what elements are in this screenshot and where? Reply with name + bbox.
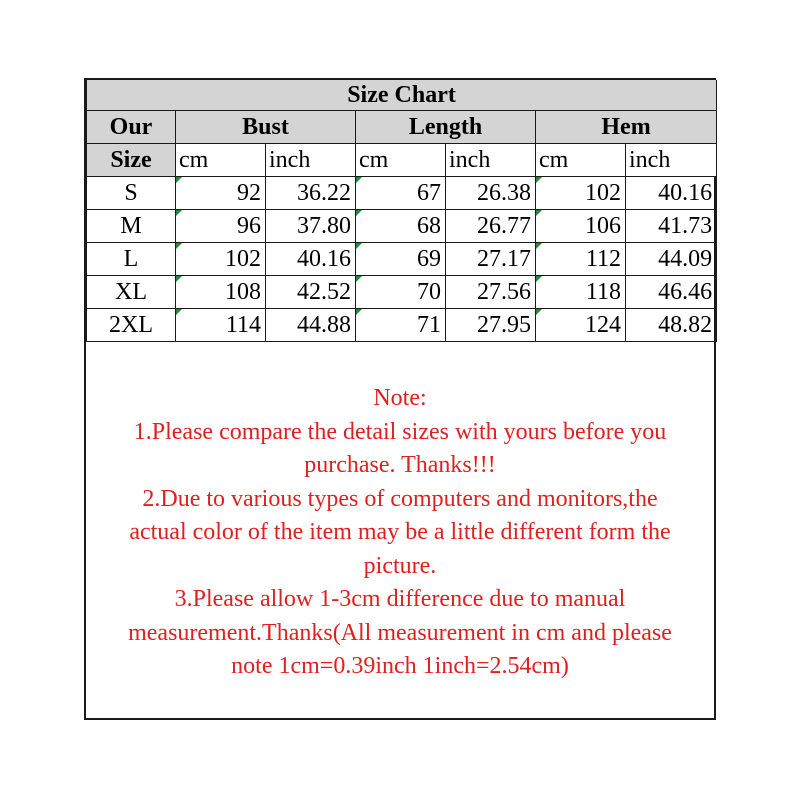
note-line: measurement.Thanks(All measurement in cm and please: [128, 619, 672, 646]
table-cell: 71: [356, 309, 446, 342]
table-row: [87, 276, 717, 309]
unit-header-row: [87, 144, 717, 177]
unit-length-inch: inch: [446, 144, 536, 177]
size-chart: [84, 78, 716, 720]
table-cell: 36.22: [266, 177, 356, 210]
table-cell: 26.38: [446, 177, 536, 210]
size-rows: [87, 177, 717, 342]
note-heading: Note:: [373, 385, 427, 411]
note-line: purchase. Thanks!!!: [304, 452, 496, 478]
table-row: [87, 309, 717, 342]
table-cell: 27.56: [446, 276, 536, 309]
size-label-cell: 2XL: [87, 309, 176, 342]
table-cell: 37.80: [266, 210, 356, 243]
unit-length-cm: cm: [356, 144, 446, 177]
table-cell: 27.95: [446, 309, 536, 342]
note-line: 1.Please compare the detail sizes with yours before you: [133, 418, 667, 445]
table-cell: 44.09: [626, 243, 717, 276]
table-row: [87, 210, 717, 243]
size-label-cell: XL: [87, 276, 176, 309]
unit-bust-inch: inch: [266, 144, 356, 177]
group-header-length: Length: [356, 111, 536, 144]
table-cell: 27.17: [446, 243, 536, 276]
note-line: 2.Due to various types of computers and monitors,the: [142, 485, 658, 512]
unit-hem-inch: inch: [626, 144, 717, 177]
table-cell: 70: [356, 276, 446, 309]
table-cell: 108: [176, 276, 266, 309]
chart-title: Size Chart: [87, 80, 717, 111]
size-label-cell: L: [87, 243, 176, 276]
size-label-cell: M: [87, 210, 176, 243]
table-cell: 112: [536, 243, 626, 276]
group-header-hem: Hem: [536, 111, 717, 144]
note-line: note 1cm=0.39inch 1inch=2.54cm): [231, 653, 569, 679]
table-cell: 102: [176, 243, 266, 276]
table-row: [87, 243, 717, 276]
size-header-our: Our: [87, 111, 176, 144]
table-cell: 118: [536, 276, 626, 309]
table-cell: 46.46: [626, 276, 717, 309]
note-line: actual color of the item may be a little different form the: [129, 519, 671, 545]
table-cell: 124: [536, 309, 626, 342]
table-cell: 48.82: [626, 309, 717, 342]
notes-section: [86, 382, 714, 684]
table-cell: 92: [176, 177, 266, 210]
table-cell: 41.73: [626, 210, 717, 243]
unit-bust-cm: cm: [176, 144, 266, 177]
table-cell: 40.16: [266, 243, 356, 276]
table-cell: 42.52: [266, 276, 356, 309]
size-header-size: Size: [87, 144, 176, 177]
table-cell: 26.77: [446, 210, 536, 243]
group-header-row: [87, 111, 717, 144]
table-cell: 69: [356, 243, 446, 276]
table-cell: 114: [176, 309, 266, 342]
table-cell: 67: [356, 177, 446, 210]
note-line: 3.Please allow 1-3cm difference due to manual: [174, 586, 626, 612]
table-cell: 40.16: [626, 177, 717, 210]
size-label-cell: S: [87, 177, 176, 210]
group-header-bust: Bust: [176, 111, 356, 144]
size-table: [86, 80, 717, 342]
table-cell: 44.88: [266, 309, 356, 342]
table-cell: 102: [536, 177, 626, 210]
unit-hem-cm: cm: [536, 144, 626, 177]
table-cell: 68: [356, 210, 446, 243]
note-line: picture.: [363, 552, 437, 579]
table-row: [87, 177, 717, 210]
title-row: [87, 80, 717, 111]
table-cell: 106: [536, 210, 626, 243]
table-cell: 96: [176, 210, 266, 243]
